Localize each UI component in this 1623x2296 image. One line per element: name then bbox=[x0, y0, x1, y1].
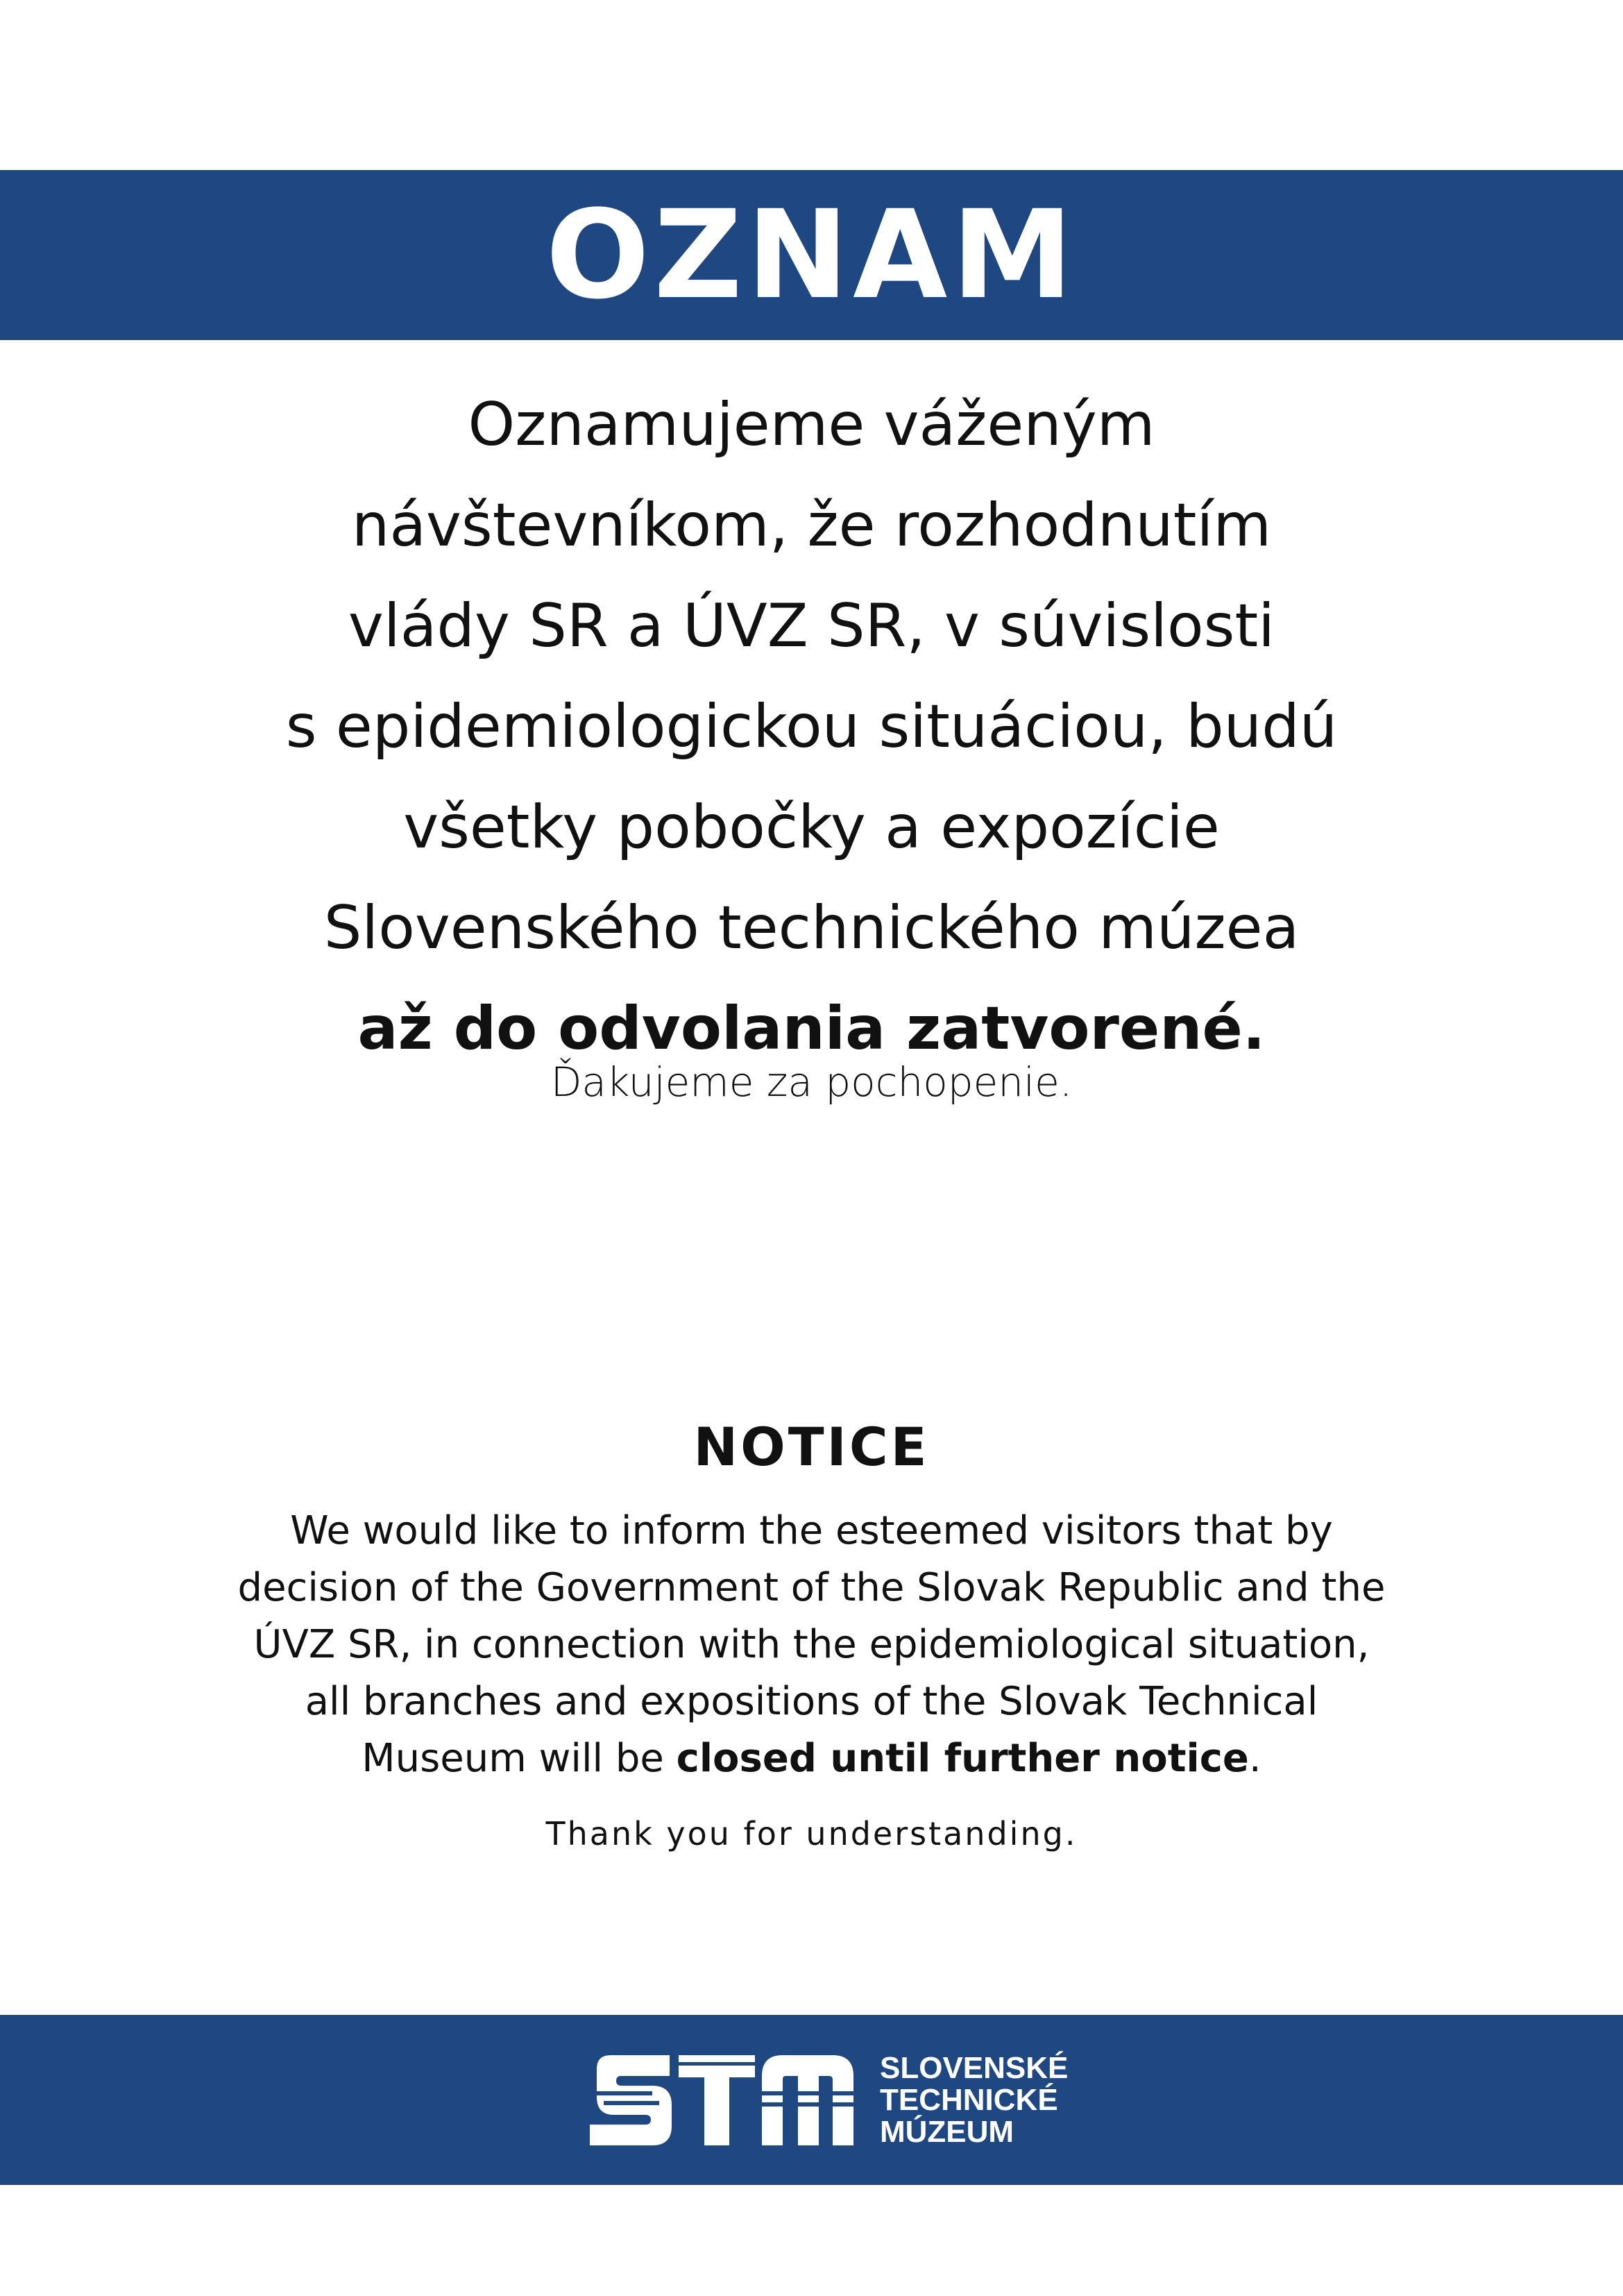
slovak-line: Slovenského technického múzea bbox=[323, 893, 1300, 963]
closed-until-further-notice: closed until further notice bbox=[676, 1736, 1249, 1781]
english-line: decision of the Government of the Slovak Republic and the bbox=[237, 1565, 1386, 1610]
logo-line: MÚZEUM bbox=[880, 2114, 1014, 2149]
notice-title: NOTICE bbox=[693, 1416, 930, 1478]
slovak-closed-emphasis: až do odvolania zatvorené. bbox=[357, 994, 1266, 1063]
page-title: OZNAM bbox=[545, 183, 1078, 326]
slovak-line: s epidemiologickou situáciou, budú bbox=[285, 692, 1338, 761]
stm-logo-mark-icon bbox=[583, 2048, 860, 2152]
english-line: We would like to inform the esteemed visitors that by bbox=[290, 1508, 1333, 1553]
footer-band bbox=[0, 2015, 1623, 2185]
english-thanks: Thank you for understanding. bbox=[545, 1815, 1078, 1852]
header-band bbox=[0, 170, 1623, 340]
stm-logo bbox=[583, 2043, 1068, 2157]
logo-line: TECHNICKÉ bbox=[880, 2082, 1058, 2117]
slovak-line: vlády SR a ÚVZ SR, v súvislosti bbox=[348, 591, 1275, 661]
english-line: all branches and expositions of the Slovak Technical bbox=[305, 1679, 1318, 1724]
slovak-line: návštevníkom, že rozhodnutím bbox=[351, 491, 1272, 560]
english-notice-body bbox=[104, 1503, 1519, 1787]
logo-wordmark bbox=[880, 2052, 1068, 2148]
slovak-notice-body bbox=[104, 375, 1519, 1079]
slovak-line: Oznamujeme váženým bbox=[468, 390, 1155, 459]
english-last-line-prefix: Museum will be bbox=[362, 1736, 677, 1781]
english-last-line-suffix: . bbox=[1248, 1736, 1261, 1781]
logo-line: SLOVENSKÉ bbox=[880, 2050, 1069, 2085]
slovak-line: všetky pobočky a expozície bbox=[403, 793, 1220, 862]
english-line: ÚVZ SR, in connection with the epidemiological situation, bbox=[253, 1622, 1370, 1667]
slovak-thanks: Ďakujeme za pochopenie. bbox=[550, 1058, 1073, 1106]
english-last-line bbox=[104, 1730, 1519, 1787]
